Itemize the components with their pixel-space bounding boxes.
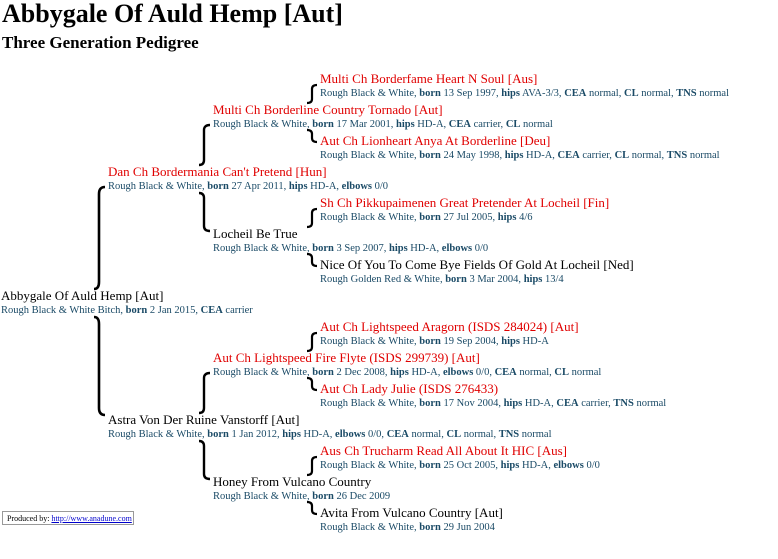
info-field-label: hips xyxy=(504,150,524,161)
dog-name[interactable]: Astra Von Der Ruine Vanstorff [Aut] xyxy=(108,412,300,427)
dog-sss xyxy=(320,71,729,100)
info-text: HD-A, xyxy=(407,243,442,254)
dog-info xyxy=(108,428,552,441)
info-field-label: hips xyxy=(282,429,301,440)
info-field-label: born xyxy=(419,88,441,99)
info-text: normal xyxy=(633,398,667,409)
bracket-sire-to-sd xyxy=(199,192,211,232)
dog-info xyxy=(320,335,579,348)
dog-dam-sire xyxy=(213,350,601,379)
dog-info xyxy=(213,366,601,379)
dog-dam-dam xyxy=(213,474,390,503)
dog-dds xyxy=(320,443,600,472)
bracket-dds xyxy=(307,456,319,476)
info-text: Rough Black & White, xyxy=(320,150,420,161)
dog-name[interactable]: Aut Ch Lady Julie (ISDS 276433) xyxy=(320,381,499,396)
dog-info xyxy=(213,242,488,255)
info-text: AVA-3/3, xyxy=(519,88,565,99)
info-field-label: CEA xyxy=(494,367,517,378)
dog-info xyxy=(213,490,390,503)
dog-name[interactable]: Multi Ch Borderfame Heart N Soul [Aus] xyxy=(320,71,538,86)
info-text: 3 Sep 2007, xyxy=(333,243,389,254)
info-text: normal, xyxy=(408,429,447,440)
info-field-label: CL xyxy=(446,429,462,440)
info-field-label: hips xyxy=(501,88,520,99)
info-text: Rough Black & White, xyxy=(320,88,420,99)
info-text: Rough Black & White, xyxy=(108,181,208,192)
bracket-subject-to-dam xyxy=(94,316,106,416)
info-field-label: born xyxy=(419,336,441,347)
info-text: 24 May 1998, xyxy=(440,150,505,161)
info-text: carrier, xyxy=(579,150,615,161)
dog-info xyxy=(1,304,253,317)
dog-dsd xyxy=(320,381,666,410)
info-field-label: born xyxy=(419,398,441,409)
info-text: 27 Jul 2005, xyxy=(440,212,498,223)
info-field-label: born xyxy=(207,181,229,192)
info-text: HD-A, xyxy=(307,181,342,192)
info-text: Rough Black & White, xyxy=(213,119,313,130)
bracket-dsd xyxy=(307,377,319,391)
info-text: 0/0 xyxy=(583,460,600,471)
dog-name[interactable]: Avita From Vulcano Country [Aut] xyxy=(320,505,503,520)
info-text: Rough Black & White, xyxy=(213,367,313,378)
info-text: Rough Black & White, xyxy=(320,522,420,533)
info-field-label: elbows xyxy=(341,181,373,192)
info-field-label: born xyxy=(207,429,229,440)
info-text: Rough Black & White, xyxy=(213,491,313,502)
info-text: HD-A, xyxy=(519,460,554,471)
info-text: normal, xyxy=(638,88,677,99)
info-text: 27 Apr 2011, xyxy=(228,181,289,192)
dog-name[interactable]: Locheil Be True xyxy=(213,226,298,241)
info-field-label: CL xyxy=(505,119,521,130)
info-text: 1 Jan 2012, xyxy=(228,429,283,440)
bracket-sire-to-subject xyxy=(94,186,106,290)
info-text: 29 Jun 2004 xyxy=(440,522,495,533)
dog-sire xyxy=(108,164,388,193)
info-text: 17 Nov 2004, xyxy=(440,398,504,409)
info-text: normal xyxy=(696,88,730,99)
info-field-label: hips xyxy=(501,336,520,347)
info-text: Rough Black & White, xyxy=(108,429,208,440)
info-text: 19 Sep 2004, xyxy=(440,336,502,347)
info-field-label: born xyxy=(312,119,334,130)
bracket-ss-to-sire xyxy=(199,124,211,166)
info-text: Rough Black & White Bitch, xyxy=(1,305,126,316)
info-text: carrier, xyxy=(578,398,614,409)
dog-name[interactable]: Aut Ch Lionheart Anya At Borderline [Deu] xyxy=(320,133,551,148)
info-text: HD-A, xyxy=(523,150,558,161)
info-field-label: TNS xyxy=(498,429,520,440)
info-text: carrier, xyxy=(470,119,506,130)
info-text: normal, xyxy=(461,429,499,440)
info-text: normal, xyxy=(516,367,555,378)
info-field-label: CL xyxy=(554,367,569,378)
info-text: normal xyxy=(568,367,602,378)
info-field-label: hips xyxy=(503,398,523,409)
dog-name[interactable]: Nice Of You To Come Bye Fields Of Gold At Locheil [Ned] xyxy=(320,257,634,272)
dog-name[interactable]: Aus Ch Trucharm Read All About It HIC [Aus] xyxy=(320,443,567,458)
info-field-label: CEA xyxy=(200,305,223,316)
info-field-label: CEA xyxy=(448,119,471,130)
dog-ddd xyxy=(320,505,503,534)
page-subtitle: Three Generation Pedigree xyxy=(2,33,199,52)
info-text: normal xyxy=(519,429,552,440)
dog-sdd xyxy=(320,257,634,286)
info-text: HD-A, xyxy=(300,429,336,440)
dog-dss xyxy=(320,319,579,348)
info-text: 26 Dec 2009 xyxy=(333,491,391,502)
info-text: 0/0 xyxy=(372,181,389,192)
bracket-ddd xyxy=(307,501,319,515)
info-text: HD-A, xyxy=(522,398,557,409)
info-text: normal xyxy=(687,150,720,161)
info-field-label: CEA xyxy=(564,88,587,99)
info-text: HD-A, xyxy=(414,119,449,130)
info-field-label: CEA xyxy=(557,150,580,161)
info-text: HD-A, xyxy=(408,367,443,378)
info-text: 13/4 xyxy=(542,274,564,285)
dog-sire-sire xyxy=(213,102,553,131)
info-field-label: born xyxy=(312,367,334,378)
info-field-label: elbows xyxy=(553,460,584,471)
info-text: 4/6 xyxy=(516,212,533,223)
dog-name[interactable]: Abbygale Of Auld Hemp [Aut] xyxy=(1,288,164,303)
dog-info xyxy=(320,459,600,472)
dog-name[interactable]: Aut Ch Lightspeed Fire Flyte (ISDS 299739) [Aut] xyxy=(213,350,480,365)
page-title: Abbygale Of Auld Hemp [Aut] xyxy=(2,0,343,28)
info-field-label: born xyxy=(445,274,467,285)
dog-info xyxy=(320,521,503,534)
info-text: Rough Golden Red & White, xyxy=(320,274,446,285)
info-field-label: born xyxy=(125,305,148,316)
bracket-sdd xyxy=(307,253,319,267)
dog-subject xyxy=(1,288,253,317)
dog-name[interactable]: Honey From Vulcano Country xyxy=(213,474,372,489)
info-field-label: CEA xyxy=(556,398,579,409)
produced-by-label: Produced by: xyxy=(7,514,50,523)
info-field-label: born xyxy=(419,150,441,161)
bracket-dam-to-dd xyxy=(199,440,211,480)
dog-ssd xyxy=(320,133,720,162)
info-field-label: hips xyxy=(388,243,408,254)
info-field-label: CL xyxy=(623,88,639,99)
produced-by-box xyxy=(2,511,134,525)
info-text: 17 Mar 2001, xyxy=(333,119,396,130)
info-text: 2 Jan 2015, xyxy=(147,305,201,316)
info-field-label: hips xyxy=(523,274,543,285)
info-text: normal xyxy=(520,119,553,130)
info-field-label: hips xyxy=(288,181,308,192)
info-field-label: born xyxy=(419,522,441,533)
info-field-label: CEA xyxy=(386,429,409,440)
info-field-label: hips xyxy=(497,212,517,223)
producer-link[interactable]: http://www.anadune.com xyxy=(51,514,132,523)
info-text: 0/0, xyxy=(473,367,495,378)
info-field-label: hips xyxy=(390,367,409,378)
info-field-label: born xyxy=(419,460,441,471)
info-text: 3 Mar 2004, xyxy=(466,274,524,285)
bracket-ssd xyxy=(307,129,319,143)
info-field-label: elbows xyxy=(441,243,473,254)
info-field-label: TNS xyxy=(676,88,697,99)
info-text: Rough Black & White, xyxy=(320,336,420,347)
info-text: carrier xyxy=(222,305,253,316)
dog-name[interactable]: Aut Ch Lightspeed Aragorn (ISDS 284024) [Aut] xyxy=(320,319,579,334)
info-text: 0/0, xyxy=(365,429,387,440)
bracket-sds xyxy=(307,208,319,228)
dog-info xyxy=(213,118,553,131)
bracket-ds-to-dam xyxy=(199,372,211,414)
info-text: 2 Dec 2008, xyxy=(333,367,391,378)
info-field-label: born xyxy=(419,212,441,223)
dog-info xyxy=(320,211,609,224)
dog-name[interactable]: Multi Ch Borderline Country Tornado [Aut] xyxy=(213,102,443,117)
dog-info xyxy=(108,180,388,193)
dog-sire-dam xyxy=(213,226,488,255)
dog-info xyxy=(320,397,666,410)
dog-info xyxy=(320,273,634,286)
dog-name[interactable]: Dan Ch Bordermania Can't Pretend [Hun] xyxy=(108,164,327,179)
dog-info xyxy=(320,87,729,100)
dog-info xyxy=(320,149,720,162)
info-text: 25 Oct 2005, xyxy=(440,460,501,471)
info-field-label: CL xyxy=(614,150,630,161)
info-text: Rough Black & White, xyxy=(320,398,420,409)
dog-name[interactable]: Sh Ch Pikkupaimenen Great Pretender At Locheil [Fin] xyxy=(320,195,610,210)
info-text: Rough Black & White, xyxy=(320,212,420,223)
info-text: Rough Black & White, xyxy=(213,243,313,254)
info-field-label: hips xyxy=(395,119,415,130)
bracket-sss xyxy=(307,84,319,104)
bracket-dss xyxy=(307,332,319,352)
info-field-label: TNS xyxy=(666,150,688,161)
info-text: HD-A xyxy=(519,336,549,347)
dog-sds xyxy=(320,195,609,224)
info-field-label: elbows xyxy=(442,367,474,378)
info-field-label: born xyxy=(312,243,334,254)
info-text: Rough Black & White, xyxy=(320,460,420,471)
info-field-label: hips xyxy=(500,460,520,471)
info-field-label: elbows xyxy=(335,429,366,440)
info-field-label: born xyxy=(312,491,334,502)
info-text: normal, xyxy=(586,88,624,99)
info-text: 0/0 xyxy=(472,243,489,254)
dog-dam xyxy=(108,412,552,441)
info-text: 13 Sep 1997, xyxy=(440,88,502,99)
info-text: normal, xyxy=(629,150,667,161)
info-field-label: TNS xyxy=(613,398,634,409)
